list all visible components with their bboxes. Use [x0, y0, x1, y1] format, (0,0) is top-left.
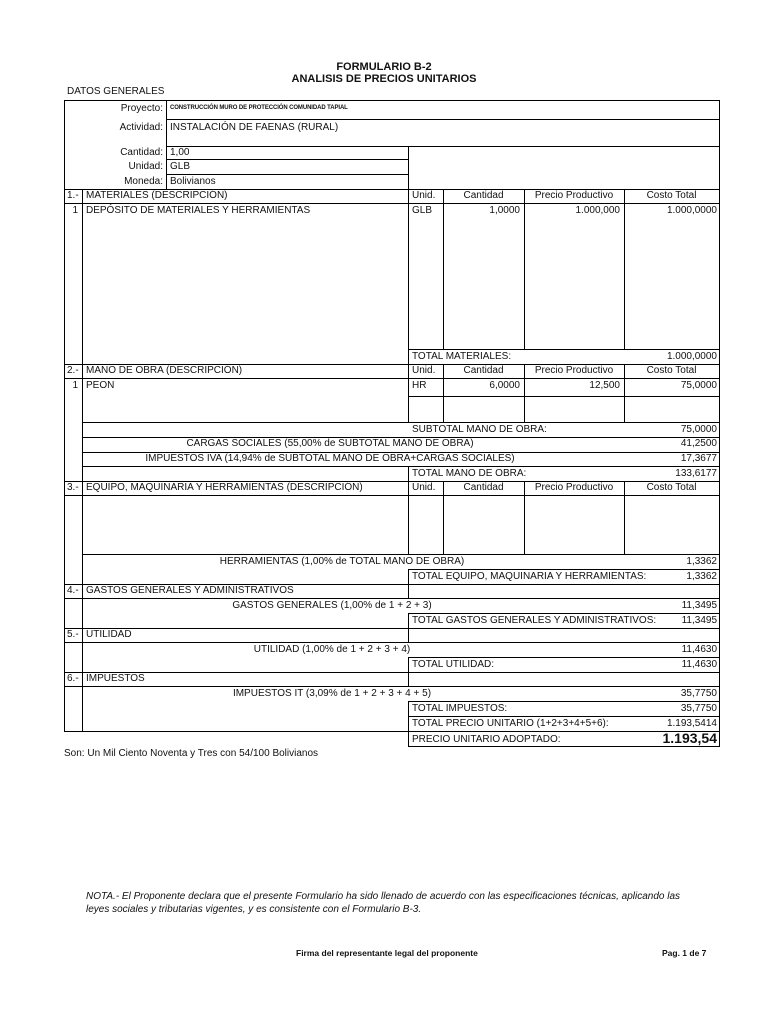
- form-subtitle: ANALISIS DE PRECIOS UNITARIOS: [291, 73, 477, 85]
- s1-col-unid: Unid.: [412, 190, 436, 201]
- s5-total-label: TOTAL UTILIDAD:: [412, 659, 495, 670]
- total-precio-unitario-label: TOTAL PRECIO UNITARIO (1+2+3+4+5+6):: [412, 718, 609, 729]
- s1-title: MATERIALES (DESCRIPCIÓN): [86, 190, 228, 201]
- s2-title: MANO DE OBRA (DESCRIPCIÓN): [86, 365, 243, 376]
- amount-in-words: Son: Un Mil Ciento Noventa y Tres con 54/100 Bolivianos: [64, 748, 319, 759]
- s1-row-unid: GLB: [412, 205, 433, 216]
- s3-col-unid: Unid.: [412, 482, 436, 493]
- s2-row-unid: HR: [412, 380, 427, 391]
- s4-line-value: 11,3495: [681, 600, 717, 611]
- cantidad-label: Cantidad:: [120, 147, 163, 158]
- nota-text: NOTA.- El Proponente declara que el presente Formulario ha sido llenado de acuerdo con las especificaciones técnicas, aplicando las leyes sociales y tributarias vigentes, y es consistente con el Formulario B-3.: [86, 891, 681, 915]
- s1-row-costo: 1.000,0000: [666, 205, 717, 216]
- s2-iva-label: IMPUESTOS IVA (14,94% de SUBTOTAL MANO DE OBRA+CARGAS SOCIALES): [145, 453, 515, 464]
- s4-title: GASTOS GENERALES Y ADMINISTRATIVOS: [86, 585, 294, 596]
- s3-herramientas-value: 1,3362: [686, 556, 717, 567]
- form-title: FORMULARIO B-2: [336, 61, 432, 73]
- s3-title: EQUIPO, MAQUINARIA Y HERRAMIENTAS (DESCRIPCIÓN): [86, 482, 363, 493]
- s1-col-cantidad: Cantidad: [463, 190, 504, 201]
- s2-iva-value: 17,3677: [680, 453, 717, 464]
- s3-number: 3.-: [67, 482, 79, 493]
- proyecto-value: CONSTRUCCIÓN MURO DE PROTECCIÓN COMUNIDAD TAPIAL: [170, 105, 348, 111]
- s2-row-precio: 12,500: [589, 380, 620, 391]
- s6-number: 6.-: [67, 673, 79, 684]
- s2-col-cantidad: Cantidad: [463, 365, 504, 376]
- s4-total-value: 11,3495: [681, 615, 717, 626]
- s2-row-costo: 75,0000: [680, 380, 717, 391]
- s3-herramientas-label: HERRAMIENTAS (1,00% de TOTAL MANO DE OBRA): [219, 556, 465, 567]
- s1-row-cantidad: 1,0000: [489, 205, 520, 216]
- s2-subtotal-value: 75,0000: [680, 424, 717, 435]
- s1-col-costo: Costo Total: [646, 190, 697, 201]
- s2-col-costo: Costo Total: [646, 365, 697, 376]
- s1-total-value: 1.000,0000: [666, 351, 717, 362]
- s3-col-cantidad: Cantidad: [463, 482, 504, 493]
- s2-col-unid: Unid.: [412, 365, 436, 376]
- signature-caption: Firma del representante legal del proponente: [296, 948, 478, 958]
- precio-adoptado-value: 1.193,54: [662, 730, 717, 746]
- s6-total-label: TOTAL IMPUESTOS:: [412, 703, 508, 714]
- s2-total-value: 133,6177: [675, 468, 717, 479]
- s2-cargas-label: CARGAS SOCIALES (55,00% de SUBTOTAL MANO DE OBRA): [186, 438, 474, 449]
- actividad-label: Actividad:: [119, 122, 163, 133]
- s1-row-number: 1: [72, 205, 78, 216]
- unidad-value: GLB: [170, 161, 191, 172]
- datos-generales-heading: DATOS GENERALES: [67, 86, 165, 97]
- s5-line-label: UTILIDAD (1,00% de 1 + 2 + 3 + 4): [253, 644, 411, 655]
- s4-number: 4.-: [67, 585, 79, 596]
- s4-line-label: GASTOS GENERALES (1,00% de 1 + 2 + 3): [232, 600, 432, 611]
- s3-total-value: 1,3362: [686, 571, 717, 582]
- total-precio-unitario-value: 1.193,5414: [666, 718, 717, 729]
- s6-total-value: 35,7750: [680, 703, 717, 714]
- s5-title: UTILIDAD: [86, 629, 132, 640]
- unidad-label: Unidad:: [128, 161, 163, 172]
- proyecto-label: Proyecto:: [120, 103, 163, 114]
- s6-line-label: IMPUESTOS IT (3,09% de 1 + 2 + 3 + 4 + 5): [232, 688, 432, 699]
- s3-col-costo: Costo Total: [646, 482, 697, 493]
- s2-row-desc: PEON: [86, 380, 115, 391]
- s2-col-precio: Precio Productivo: [534, 365, 614, 376]
- s1-col-precio: Precio Productivo: [534, 190, 614, 201]
- s2-number: 2.-: [67, 365, 79, 376]
- s1-row-desc: DEPÓSITO DE MATERIALES Y HERRAMIENTAS: [86, 205, 311, 216]
- s2-row-cantidad: 6,0000: [489, 380, 520, 391]
- s2-cargas-value: 41,2500: [680, 438, 717, 449]
- s3-col-precio: Precio Productivo: [534, 482, 614, 493]
- s3-total-label: TOTAL EQUIPO, MAQUINARIA Y HERRAMIENTAS:: [412, 571, 647, 582]
- s6-line-value: 35,7750: [680, 688, 717, 699]
- precio-adoptado-label: PRECIO UNITARIO ADOPTADO:: [412, 734, 561, 745]
- moneda-label: Moneda:: [124, 176, 163, 187]
- moneda-value: Bolivianos: [170, 176, 216, 187]
- s2-subtotal-label: SUBTOTAL MANO DE OBRA:: [412, 424, 547, 435]
- s6-title: IMPUESTOS: [86, 673, 145, 684]
- cantidad-value: 1,00: [170, 147, 190, 158]
- s1-total-label: TOTAL MATERIALES:: [412, 351, 512, 362]
- s2-row-number: 1: [72, 380, 78, 391]
- page-number: Pag. 1 de 7: [662, 948, 707, 958]
- s5-total-value: 11,4630: [681, 659, 717, 670]
- s1-number: 1.-: [67, 190, 79, 201]
- s5-line-value: 11,4630: [681, 644, 717, 655]
- s1-row-precio: 1.000,000: [575, 205, 620, 216]
- s4-total-label: TOTAL GASTOS GENERALES Y ADMINISTRATIVOS:: [412, 615, 657, 626]
- s2-total-label: TOTAL MANO DE OBRA:: [412, 468, 527, 479]
- actividad-value: INSTALACIÓN DE FAENAS (RURAL): [170, 122, 339, 133]
- s5-number: 5.-: [67, 629, 79, 640]
